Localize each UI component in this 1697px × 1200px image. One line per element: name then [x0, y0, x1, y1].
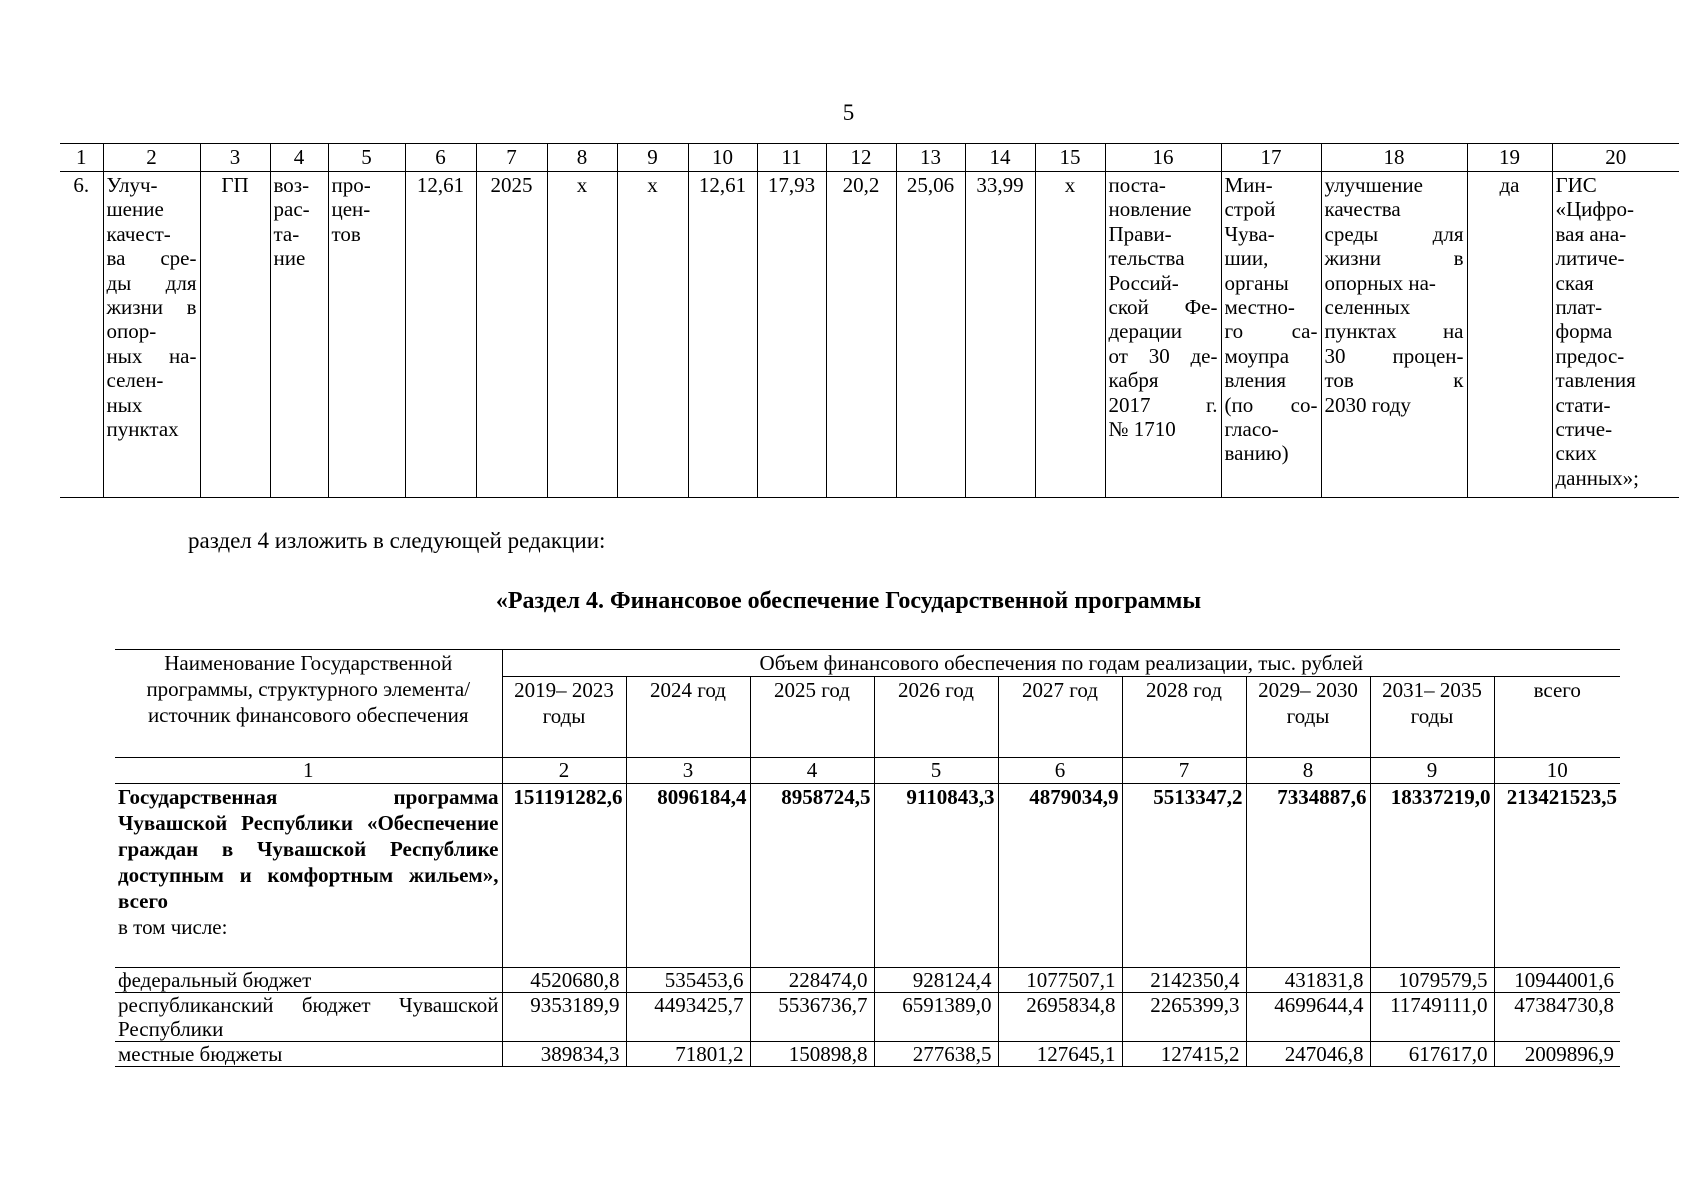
- year-header-4: 2026 год: [874, 677, 998, 758]
- year-header-7: 2029– 2030 годы: [1246, 677, 1370, 758]
- cell-line: тов к: [1324, 368, 1464, 393]
- indicator-col-header-18: 18: [1321, 144, 1467, 172]
- indicator-col-header-8: 8: [547, 144, 617, 172]
- source-value-7: 247046,8: [1246, 1042, 1370, 1067]
- cell-line: шии,: [1224, 246, 1269, 271]
- cell-line: селен-: [106, 368, 164, 393]
- finance-program-row: [115, 784, 1620, 968]
- source-value-6: 2265399,3: [1122, 993, 1246, 1042]
- program-total-3: 8958724,5: [750, 784, 874, 968]
- cell-line: новление: [1108, 197, 1192, 222]
- cell-line: ских: [1555, 441, 1597, 466]
- indicator-base-value: 12,61: [405, 172, 476, 498]
- column-number-8: 8: [1246, 758, 1370, 784]
- column-number-6: 6: [998, 758, 1122, 784]
- indicator-col-header-16: 16: [1105, 144, 1221, 172]
- cell-line: строй: [1224, 197, 1276, 222]
- indicator-col-header-1: 1: [60, 144, 103, 172]
- source-value-9: 10944001,6: [1494, 968, 1620, 993]
- indicator-responsible: [1221, 172, 1321, 498]
- cell-line: Мин-: [1224, 173, 1273, 197]
- cell-line: 2017 г.: [1108, 392, 1218, 417]
- finance-source-row: [115, 1042, 1620, 1067]
- cell-line: от 30 де-: [1108, 343, 1218, 368]
- finance-source-row: [115, 993, 1620, 1042]
- column-number-5: 5: [874, 758, 998, 784]
- source-name: федеральный бюджет: [115, 968, 502, 993]
- cell-line: плат-: [1555, 295, 1603, 320]
- cell-line: опор-: [106, 319, 157, 344]
- finance-header-row: [115, 650, 1620, 677]
- cell-line: жизни в: [1324, 246, 1464, 271]
- source-value-1: 9353189,9: [502, 993, 626, 1042]
- cell-line: кабря: [1108, 368, 1159, 393]
- cell-line: пунктах на: [1324, 319, 1464, 344]
- program-total-6: 5513347,2: [1122, 784, 1246, 968]
- source-value-8: 11749111,0: [1370, 993, 1494, 1042]
- cell-line: ва сре-: [106, 246, 197, 271]
- column-number-2: 2: [502, 758, 626, 784]
- cell-line: рас-: [273, 197, 310, 222]
- program-total-8: 18337219,0: [1370, 784, 1494, 968]
- source-value-2: 71801,2: [626, 1042, 750, 1067]
- source-value-7: 431831,8: [1246, 968, 1370, 993]
- indicator-col-13: 25,06: [896, 172, 965, 498]
- indicator-col-9: х: [617, 172, 688, 498]
- column-number-3: 3: [626, 758, 750, 784]
- cell-line: воз-: [273, 173, 310, 197]
- indicator-table: [60, 143, 1679, 498]
- cell-line: предос-: [1555, 343, 1625, 368]
- program-total-4: 9110843,3: [874, 784, 998, 968]
- cell-line: про-: [331, 173, 371, 197]
- cell-line: Прави-: [1108, 221, 1172, 246]
- page-number: 5: [842, 100, 855, 125]
- cell-line: вления: [1224, 368, 1287, 393]
- source-value-2: 4493425,7: [626, 993, 750, 1042]
- cell-line: вая ана-: [1555, 221, 1627, 246]
- indicator-col-header-9: 9: [617, 144, 688, 172]
- finance-group-header: Объем финансового обеспечения по годам реализации, тыс. рублей: [502, 650, 1620, 677]
- indicator-col-11: 17,93: [757, 172, 826, 498]
- program-total-2: 8096184,4: [626, 784, 750, 968]
- source-value-8: 617617,0: [1370, 1042, 1494, 1067]
- indicator-col-12: 20,2: [826, 172, 896, 498]
- program-total-9: 213421523,5: [1494, 784, 1620, 968]
- cell-line: тельства: [1108, 246, 1185, 271]
- indicator-unit: [328, 172, 405, 498]
- program-subnote: в том числе:: [118, 915, 228, 939]
- cell-line: ных: [106, 392, 143, 417]
- source-value-3: 228474,0: [750, 968, 874, 993]
- cell-line: ской Фе-: [1108, 295, 1218, 320]
- indicator-base-year: 2025: [476, 172, 547, 498]
- indicator-col-header-2: 2: [103, 144, 200, 172]
- indicator-result: [1321, 172, 1467, 498]
- cell-line: моупра: [1224, 343, 1290, 368]
- year-header-5: 2027 год: [998, 677, 1122, 758]
- indicator-col-header-13: 13: [896, 144, 965, 172]
- year-header-8: 2031– 2035 годы: [1370, 677, 1494, 758]
- source-value-5: 127645,1: [998, 1042, 1122, 1067]
- cell-line: 30 процен-: [1324, 343, 1464, 368]
- cell-line: «Цифро-: [1555, 197, 1635, 222]
- source-value-1: 389834,3: [502, 1042, 626, 1067]
- cell-line: дерации: [1108, 319, 1183, 344]
- source-value-5: 2695834,8: [998, 993, 1122, 1042]
- cell-line: стати-: [1555, 392, 1611, 417]
- source-value-7: 4699644,4: [1246, 993, 1370, 1042]
- cell-line: ская: [1555, 270, 1594, 295]
- indicator-col-header-11: 11: [757, 144, 826, 172]
- cell-line: го са-: [1224, 319, 1318, 344]
- cell-line: качества: [1324, 197, 1401, 222]
- source-value-6: 2142350,4: [1122, 968, 1246, 993]
- cell-line: (по со-: [1224, 392, 1318, 417]
- cell-line: пунктах: [106, 417, 179, 442]
- indicator-header-row: [60, 144, 1679, 172]
- cell-line: улучшение: [1324, 173, 1423, 197]
- cell-line: ды для: [106, 270, 197, 295]
- indicator-col-header-12: 12: [826, 144, 896, 172]
- program-total-7: 7334887,6: [1246, 784, 1370, 968]
- cell-line: литиче-: [1555, 246, 1625, 271]
- cell-line: жизни в: [106, 295, 197, 320]
- source-value-1: 4520680,8: [502, 968, 626, 993]
- indicator-col-header-10: 10: [688, 144, 757, 172]
- indicator-col-8: х: [547, 172, 617, 498]
- cell-line: тов: [331, 221, 361, 246]
- cell-line: № 1710: [1108, 417, 1176, 442]
- cell-line: та-: [273, 221, 300, 246]
- cell-line: органы: [1224, 270, 1289, 295]
- cell-line: стиче-: [1555, 417, 1613, 442]
- finance-table: [115, 649, 1620, 1067]
- source-value-2: 535453,6: [626, 968, 750, 993]
- cell-line: опорных на-: [1324, 270, 1436, 295]
- indicator-col-header-4: 4: [270, 144, 328, 172]
- indicator-col-10: 12,61: [688, 172, 757, 498]
- cell-line: ных на-: [106, 343, 197, 368]
- source-name: республиканский бюджет Чувашской Республики: [115, 993, 502, 1042]
- column-number-1: 1: [115, 758, 502, 784]
- column-number-7: 7: [1122, 758, 1246, 784]
- source-value-4: 6591389,0: [874, 993, 998, 1042]
- cell-line: Россий-: [1108, 270, 1179, 295]
- cell-line: селенных: [1324, 295, 1411, 320]
- indicator-name: [103, 172, 200, 498]
- indicator-information-system: [1552, 172, 1679, 498]
- indicator-col-header-14: 14: [965, 144, 1035, 172]
- source-value-3: 150898,8: [750, 1042, 874, 1067]
- cell-line: форма: [1555, 319, 1613, 344]
- cell-line: данных»;: [1555, 465, 1639, 490]
- indicator-col-header-19: 19: [1467, 144, 1552, 172]
- year-header-3: 2025 год: [750, 677, 874, 758]
- program-total-5: 4879034,9: [998, 784, 1122, 968]
- indicator-col-15: х: [1035, 172, 1105, 498]
- source-value-4: 928124,4: [874, 968, 998, 993]
- indicator-row-6: [60, 172, 1679, 498]
- column-number-9: 9: [1370, 758, 1494, 784]
- year-header-1: 2019– 2023 годы: [502, 677, 626, 758]
- finance-colnum-row: [115, 758, 1620, 784]
- indicator-col-header-15: 15: [1035, 144, 1105, 172]
- finance-source-row: [115, 968, 1620, 993]
- cell-line: Улуч-: [106, 173, 158, 197]
- program-name-cell: [115, 784, 502, 968]
- indicator-col-header-20: 20: [1552, 144, 1679, 172]
- section-heading: «Раздел 4. Финансовое обеспечение Государственной программы: [495, 588, 1202, 614]
- cell-line: Чува-: [1224, 221, 1275, 246]
- cell-line: среды для: [1324, 221, 1464, 246]
- cell-line: ние: [273, 246, 306, 271]
- program-name: Государственная программа Чувашской Республики «Обеспечение граждан в Чувашской Республике доступным и комфортным жильем», всего: [118, 785, 499, 913]
- indicator-col-header-6: 6: [405, 144, 476, 172]
- source-value-9: 2009896,9: [1494, 1042, 1620, 1067]
- year-header-2: 2024 год: [626, 677, 750, 758]
- indicator-col-header-3: 3: [200, 144, 270, 172]
- indicator-col-header-17: 17: [1221, 144, 1321, 172]
- cell-line: гласо-: [1224, 417, 1279, 442]
- cell-line: местно-: [1224, 295, 1295, 320]
- source-value-9: 47384730,8: [1494, 993, 1620, 1042]
- source-value-6: 127415,2: [1122, 1042, 1246, 1067]
- finance-name-header: Наименование Государственной программы, структурного элемента/ источник финансового обеспечения: [115, 650, 502, 758]
- cell-line: 2030 году: [1324, 392, 1411, 417]
- cell-line: ванию): [1224, 441, 1289, 466]
- indicator-col-14: 33,99: [965, 172, 1035, 498]
- cell-line: качест-: [106, 221, 171, 246]
- indicator-trend: [270, 172, 328, 498]
- indicator-number: 6.: [60, 172, 103, 498]
- cell-line: шение: [106, 197, 164, 222]
- indicator-program-type: ГП: [200, 172, 270, 498]
- cell-line: тавления: [1555, 368, 1636, 393]
- source-value-8: 1079579,5: [1370, 968, 1494, 993]
- indicator-col-19: да: [1467, 172, 1552, 498]
- year-header-6: 2028 год: [1122, 677, 1246, 758]
- cell-line: ГИС: [1555, 173, 1597, 197]
- column-number-4: 4: [750, 758, 874, 784]
- cell-line: поста-: [1108, 173, 1166, 197]
- source-value-4: 277638,5: [874, 1042, 998, 1067]
- column-number-10: 10: [1494, 758, 1620, 784]
- instruction-text: раздел 4 изложить в следующей редакции:: [188, 528, 606, 553]
- source-name: местные бюджеты: [115, 1042, 502, 1067]
- cell-line: цен-: [331, 197, 371, 222]
- indicator-col-header-7: 7: [476, 144, 547, 172]
- source-value-3: 5536736,7: [750, 993, 874, 1042]
- indicator-col-header-5: 5: [328, 144, 405, 172]
- source-value-5: 1077507,1: [998, 968, 1122, 993]
- indicator-legal-basis: [1105, 172, 1221, 498]
- program-total-1: 151191282,6: [502, 784, 626, 968]
- year-header-9: всего: [1494, 677, 1620, 758]
